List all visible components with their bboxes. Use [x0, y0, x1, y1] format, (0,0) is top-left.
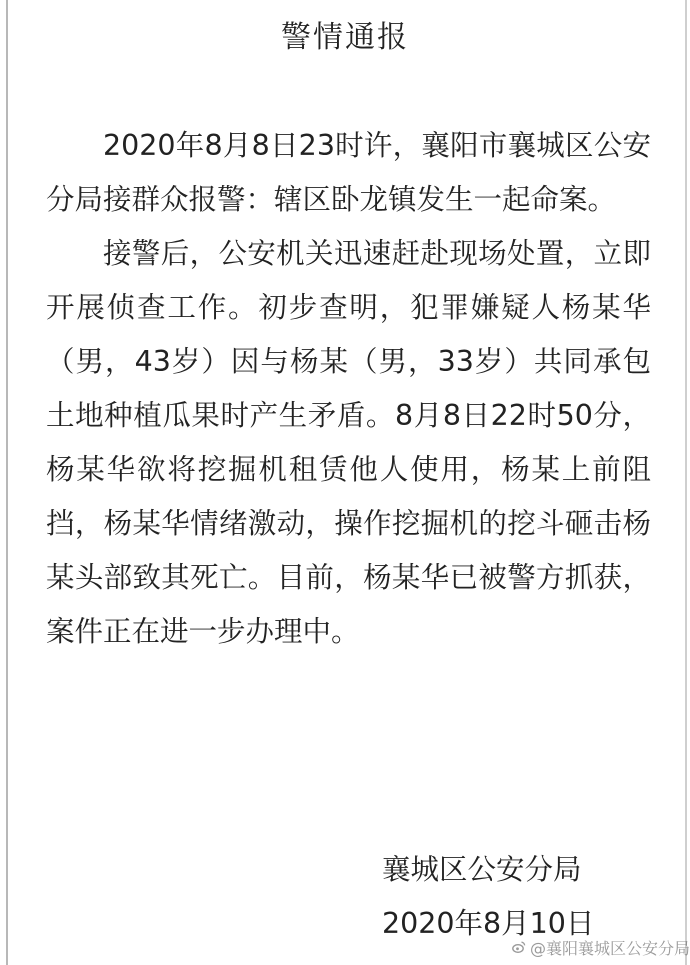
- notice-body: [46, 119, 651, 659]
- issue-date: 2020年8月10日: [382, 907, 595, 940]
- notice-title: 警情通报: [281, 20, 409, 55]
- right-border: [685, 0, 687, 965]
- left-border: [6, 0, 8, 965]
- notice-paragraph-2: 接警后，公安机关迅速赶赴现场处置，立即开展侦查工作。初步查明，犯罪嫌疑人杨某华（男，43岁）因与杨某（男，33岁）共同承包土地种植瓜果时产生矛盾。8月8日22时50分，杨某华欲将挖掘机租赁他人使用，杨某上前阻挡，杨某华情绪激动，操作挖掘机的挖斗砸击杨某头部致其死亡。目前，杨某华已被警方抓获，案件正在进一步办理中。: [46, 237, 651, 648]
- watermark-text: @襄阳襄城区公安分局: [530, 938, 690, 958]
- weibo-icon: [512, 940, 526, 954]
- notice-paragraph-1: 2020年8月8日23时许，襄阳市襄城区公安分局接群众报警：辖区卧龙镇发生一起命案。: [46, 129, 651, 216]
- watermark: [512, 934, 690, 960]
- issuer-name: 襄城区公安分局: [382, 853, 582, 886]
